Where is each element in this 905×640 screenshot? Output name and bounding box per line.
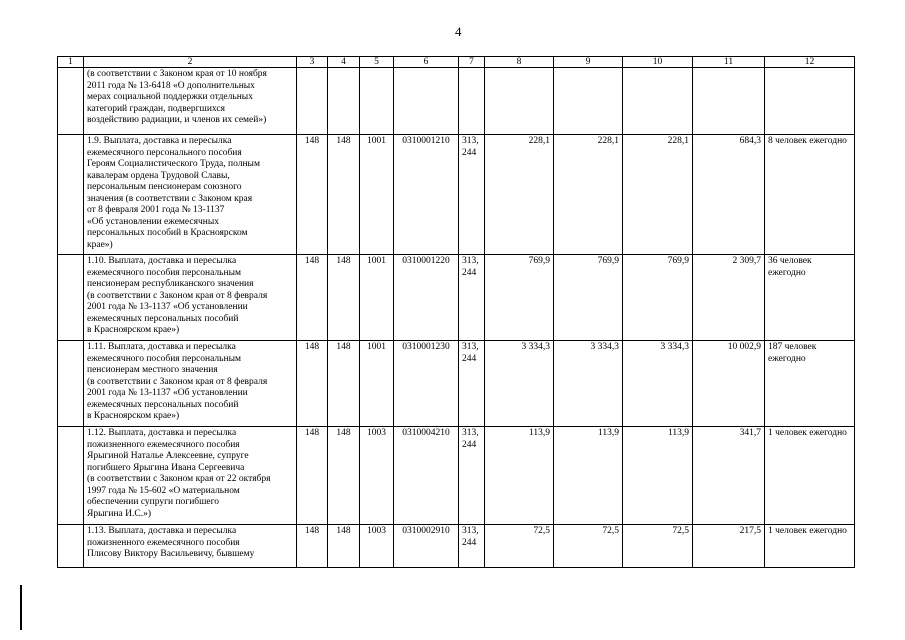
description-line: Ярыгина И.С.») [87,508,151,519]
description-line: 1.9. Выплата, доставка и пересылка [87,136,232,146]
header-cell: 11 [693,57,765,68]
header-cell: 10 [623,57,693,68]
result-cell: 1 человек ежегодно [765,427,855,525]
code-cell-4: 148 [328,135,360,255]
expense-type-cell: 313, 244 [459,135,485,255]
code-cell-4: 148 [328,255,360,341]
amount-total-cell: 2 309,7 [693,255,765,341]
expense-type-cell [459,68,485,135]
result-cell [765,68,855,135]
description-line: погибшего Ярыгина Ивана Сергеевича [87,462,245,473]
amount-cell-8: 3 334,3 [485,341,554,427]
amount-cell-9: 113,9 [554,427,623,525]
description-line: ежемесячных персональных пособий [87,399,239,410]
page-number: 4 [455,24,462,39]
description-cell [84,135,297,255]
code-cell-3: 148 [297,135,328,255]
code-cell-3: 148 [297,427,328,525]
amount-cell-9: 228,1 [554,135,623,255]
amount-cell-9: 769,9 [554,255,623,341]
description-line: в Красноярском крае») [87,411,180,421]
description-cell [84,525,297,568]
description-line: (в соответствии с Законом края от 22 октября [87,474,271,484]
row-number-cell [58,427,84,525]
amount-cell-10: 72,5 [623,525,693,568]
table-row [58,341,855,427]
budget-table [57,56,855,568]
row-number-cell [58,135,84,255]
description-line: ежемесячного пособия персональным [87,267,241,278]
result-cell: 36 человек ежегодно [765,255,855,341]
description-line: мерах социальной поддержки отдельных [87,92,253,102]
row-number-cell [58,341,84,427]
amount-total-cell: 684,3 [693,135,765,255]
amount-cell-8: 769,9 [485,255,554,341]
header-cell: 7 [459,57,485,68]
description-line: Ярыгиной Наталье Алексеевне, супруге [87,451,249,461]
description-line: ежемесячных персональных пособий [87,313,239,324]
expense-type-cell: 313, 244 [459,341,485,427]
amount-cell-10 [623,68,693,135]
description-line: обеспечении супруги погибшего [87,497,220,507]
code-cell-3 [297,68,328,135]
description-line: от 8 февраля 2001 года № 13-1137 [87,205,225,215]
row-number-cell [58,255,84,341]
result-cell: 1 человек ежегодно [765,525,855,568]
description-line: в Красноярском крае») [87,325,180,335]
header-cell: 5 [360,57,394,68]
target-article-cell: 0310004210 [394,427,459,525]
description-line: ежемесячного персонального пособия [87,147,242,158]
code-cell-4: 148 [328,427,360,525]
code-cell-4: 148 [328,341,360,427]
amount-cell-10: 228,1 [623,135,693,255]
code-cell-3: 148 [297,341,328,427]
section-code-cell: 1003 [360,427,394,525]
target-article-cell: 0310001210 [394,135,459,255]
description-line: (в соответствии с Законом края от 10 ноября [87,69,267,79]
description-line: ежемесячного пособия персональным [87,353,241,364]
description-line: воздействию радиации, и членов их семей») [87,115,267,125]
table-row [58,135,855,255]
amount-total-cell [693,68,765,135]
amount-cell-8: 72,5 [485,525,554,568]
header-cell: 3 [297,57,328,68]
section-code-cell: 1001 [360,135,394,255]
description-line: 1.12. Выплата, доставка и пересылка [87,428,237,438]
header-cell: 12 [765,57,855,68]
code-cell-3: 148 [297,525,328,568]
description-line: 2001 года № 13-1137 «Об установлении [87,388,248,398]
result-cell: 8 человек ежегодно [765,135,855,255]
table-header-row [58,57,855,68]
description-line: Героям Социалистического Труда, полным [87,159,260,169]
scan-edge-mark [20,585,22,630]
section-code-cell: 1003 [360,525,394,568]
description-line: 1.10. Выплата, доставка и пересылка [87,256,237,266]
amount-cell-8: 113,9 [485,427,554,525]
description-cell [84,341,297,427]
target-article-cell: 0310002910 [394,525,459,568]
row-number-cell [58,525,84,568]
code-cell-3: 148 [297,255,328,341]
code-cell-4 [328,68,360,135]
amount-cell-8 [485,68,554,135]
description-line: 1997 года № 15-602 «О материальном [87,485,240,496]
description-cell [84,427,297,525]
description-line: Плисову Виктору Васильевичу, бывшему [87,549,255,559]
table-row [58,427,855,525]
amount-cell-9: 72,5 [554,525,623,568]
amount-total-cell: 10 002,9 [693,341,765,427]
description-line: (в соответствии с Законом края от 8 февраля [87,290,268,301]
header-cell: 2 [84,57,297,68]
target-article-cell: 0310001220 [394,255,459,341]
header-cell: 9 [554,57,623,68]
section-code-cell: 1001 [360,255,394,341]
amount-total-cell: 217,5 [693,525,765,568]
description-line: пожизненного ежемесячного пособия [87,537,240,548]
expense-type-cell: 313, 244 [459,255,485,341]
description-line: 1.11. Выплата, доставка и пересылка [87,342,236,352]
amount-cell-10: 769,9 [623,255,693,341]
amount-cell-8: 228,1 [485,135,554,255]
amount-total-cell: 341,7 [693,427,765,525]
description-line: «Об установлении ежемесячных [87,216,219,227]
target-article-cell: 0310001230 [394,341,459,427]
section-code-cell [360,68,394,135]
description-line: пожизненного ежемесячного пособия [87,439,240,450]
description-line: персональным пенсионерам союзного [87,182,242,192]
description-cell [84,255,297,341]
amount-cell-10: 3 334,3 [623,341,693,427]
header-cell: 8 [485,57,554,68]
table-row [58,68,855,135]
description-line: значения (в соответствии с Законом края [87,193,253,204]
header-cell: 4 [328,57,360,68]
description-line: пенсионерам республиканского значения [87,279,254,289]
section-code-cell: 1001 [360,341,394,427]
expense-type-cell: 313, 244 [459,427,485,525]
description-line: 1.13. Выплата, доставка и пересылка [87,526,237,536]
description-line: персональных пособий в Красноярском [87,228,248,238]
description-line: категорий граждан, подвергшихся [87,103,225,114]
amount-cell-9 [554,68,623,135]
row-number-cell [58,68,84,135]
amount-cell-9: 3 334,3 [554,341,623,427]
header-cell: 1 [58,57,84,68]
description-line: крае») [87,239,113,250]
expense-type-cell: 313, 244 [459,525,485,568]
description-line: пенсионерам местного значения [87,365,218,375]
description-line: кавалерам ордена Трудовой Славы, [87,170,230,181]
header-cell: 6 [394,57,459,68]
description-line: (в соответствии с Законом края от 8 февраля [87,376,268,387]
description-line: 2001 года № 13-1137 «Об установлении [87,302,248,312]
description-line: 2011 года № 13-6418 «О дополнительных [87,80,255,91]
amount-cell-10: 113,9 [623,427,693,525]
table-row [58,525,855,568]
code-cell-4: 148 [328,525,360,568]
description-cell [84,68,297,135]
table-row [58,255,855,341]
result-cell: 187 человек ежегодно [765,341,855,427]
target-article-cell [394,68,459,135]
